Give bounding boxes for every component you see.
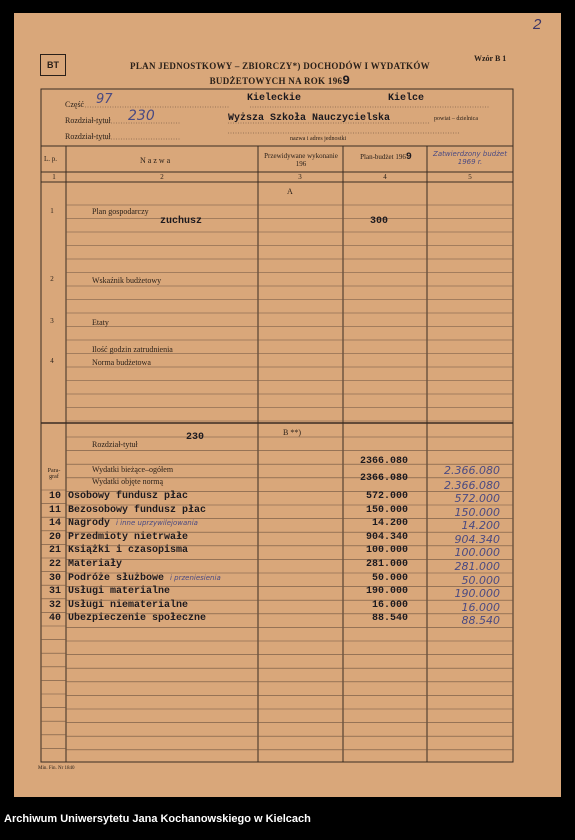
b-item-code: 21: [48, 545, 61, 557]
voivodeship: Kieleckie: [247, 93, 302, 104]
a-row-hours-name: Ilość godzin zatrudnienia: [92, 345, 173, 354]
paragraf-label: Para-graf: [47, 468, 61, 480]
footer-text: Min. Fin. Nr 1840: [38, 766, 75, 771]
b-item-plan: 190.000: [365, 586, 408, 598]
archive-caption: Archiwum Uniwersytetu Jana Kochanowskiego w Kielcach: [4, 813, 311, 825]
b-item-plan: 904.340: [365, 531, 408, 543]
a-row-2-name: Wskaźnik budżetowy: [92, 276, 162, 285]
b-item-hand: 572.000: [454, 492, 500, 505]
b-item-code: 11: [48, 504, 61, 516]
col-num-1: 1: [52, 173, 56, 181]
b-item-name: Książki i czasopisma: [68, 545, 189, 557]
czesc-label: Część: [65, 100, 85, 109]
a-row-1-name: Plan gospodarczy: [92, 207, 149, 216]
col-nazwa: N a z w a: [140, 156, 171, 165]
wydatki-biezace-label: Wydatki bieżące–ogółem: [92, 465, 174, 474]
b-item-code: 22: [48, 559, 61, 570]
wydatki-biezace-hand: 2.366.080: [444, 464, 500, 477]
b-item-plan: 14.200: [371, 518, 408, 530]
b-item-name: Ubezpieczenie społeczne: [68, 613, 207, 625]
form-title-year: BUDŻETOWYCH NA ROK 1969: [209, 73, 351, 88]
b-item-code: 20: [48, 531, 61, 543]
b-item-plan: 50.000: [371, 572, 408, 584]
wydatki-normy-plan: 2366.080: [359, 473, 408, 484]
institution-name: Wyższa Szkoła Nauczycielska: [228, 113, 391, 124]
b-item-hand: 88.540: [461, 614, 500, 628]
b-item-hand: 150.000: [454, 505, 500, 519]
czesc-value: 97: [96, 92, 113, 107]
b-item-name: Bezosobowy fundusz płac: [68, 504, 207, 516]
form-code-box: BT: [40, 54, 66, 76]
col-num-2: 2: [160, 173, 164, 181]
b-item-code: 10: [48, 491, 61, 502]
city: Kielce: [388, 93, 425, 104]
col-hand-approved: Zatwierdzony budżet 1969 r.: [433, 150, 507, 166]
rozdzial-label: Rozdział-tytuł: [65, 116, 111, 125]
b-rozdzial-label: Rozdział-tytuł: [92, 440, 138, 449]
col-lp: L. p.: [44, 155, 58, 163]
wydatki-biezace-plan: 2366.080: [359, 456, 408, 467]
b-item-hand: 281.000: [454, 560, 500, 573]
a-row-1-plan: 300: [370, 216, 389, 227]
b-item-hand: 904.340: [454, 532, 500, 546]
col-num-4: 4: [383, 173, 387, 181]
wydatki-normy-label: Wydatki objęte normą: [92, 477, 164, 486]
col-przewidywane: Przewidywane wykonanie 196: [264, 152, 338, 168]
b-item-note: i przeniesienia: [170, 573, 221, 582]
form-title: PLAN JEDNOSTKOWY – ZBIORCZY*) DOCHODÓW I WYDATKÓW: [130, 61, 430, 71]
b-item-hand: 14.200: [461, 519, 500, 533]
b-item-hand: 16.000: [461, 600, 500, 614]
b-item-name: Materiały: [68, 559, 123, 570]
b-item-hand: 50.000: [461, 573, 500, 587]
a-row-3-name: Etaty: [92, 318, 109, 327]
a-row-3-lp: 3: [50, 317, 54, 325]
section-a-label: A: [287, 187, 293, 196]
col-plan: Plan-budżet 1969: [360, 152, 412, 163]
b-item-hand: 190.000: [454, 587, 500, 601]
b-item-code: 30: [48, 572, 61, 584]
powiat-label: powiat – dzielnica: [434, 116, 478, 122]
a-row-1-lp: 1: [50, 207, 54, 215]
b-item-code: 14: [48, 518, 61, 530]
page-number: 2: [533, 16, 542, 33]
b-item-plan: 572.000: [365, 491, 408, 502]
section-b-label: B **): [283, 428, 301, 437]
wydatki-normy-hand: 2.366.080: [444, 479, 500, 492]
col-num-5: 5: [468, 173, 472, 181]
b-item-name: Podróże służbowe: [68, 572, 165, 584]
b-item-name: Osobowy fundusz płac: [68, 491, 189, 502]
a-row-2-lp: 2: [50, 275, 54, 283]
a-row-1-sub: zuchusz: [160, 216, 203, 227]
form-template-label: Wzór B 1: [474, 54, 507, 63]
b-item-name: Przedmioty nietrwałe: [68, 531, 189, 543]
b-item-code: 32: [48, 599, 61, 611]
a-row-4-lp: 4: [50, 357, 54, 365]
b-rozdzial-value: 230: [186, 432, 205, 443]
b-item-plan: 281.000: [365, 559, 408, 570]
b-item-note: i inne uprzywilejowania: [116, 519, 198, 528]
b-item-plan: 100.000: [365, 545, 408, 557]
b-item-hand: 100.000: [454, 546, 500, 560]
nazwa-caption: nazwa i adres jednostki: [290, 136, 347, 142]
b-item-plan: 150.000: [365, 504, 408, 516]
b-item-code: 31: [48, 586, 61, 598]
a-row-4-name: Norma budżetowa: [92, 358, 151, 367]
b-item-code: 40: [48, 613, 61, 625]
col-num-3: 3: [298, 173, 302, 181]
b-item-name: Usługi materialne: [68, 586, 171, 598]
b-item-plan: 88.540: [371, 613, 408, 625]
b-item-name: Nagrody: [68, 518, 111, 530]
rozdzial-value: 230: [128, 108, 155, 124]
rozdzial2-label: Rozdział-tytuł: [65, 132, 111, 141]
b-item-plan: 16.000: [371, 599, 408, 611]
b-item-name: Usługi niematerialne: [68, 599, 189, 611]
